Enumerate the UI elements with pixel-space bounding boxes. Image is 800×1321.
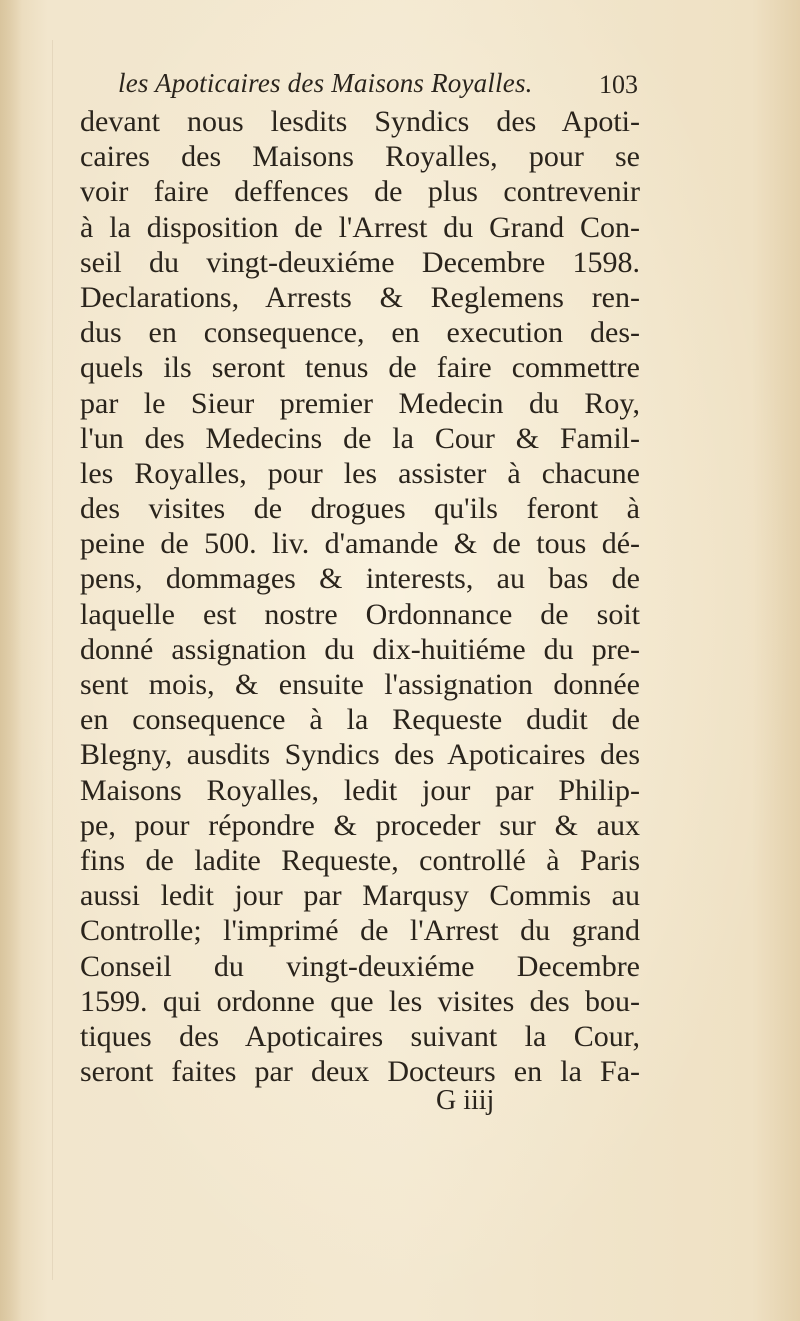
text-line: seront faites par deux Docteurs en la Fa- (80, 1055, 640, 1089)
signature-mark: G iiij (436, 1085, 495, 1116)
text-line: l'un des Medecins de la Cour & Famil- (80, 421, 640, 455)
text-line: caires des Maisons Royalles, pour se (80, 140, 640, 174)
body-text (80, 104, 640, 1089)
paper-fold-line (52, 40, 53, 1280)
text-line: Conseil du vingt-deuxiéme Decembre (80, 949, 640, 983)
text-line: devant nous lesdits Syndics des Apoti- (80, 105, 640, 138)
text-line: laquelle est nostre Ordonnance de soit (80, 597, 640, 631)
text-line: aussi ledit jour par Marqusy Commis au (80, 879, 640, 913)
text-line: en consequence à la Requeste dudit de (80, 703, 640, 737)
text-line: par le Sieur premier Medecin du Roy, (80, 386, 640, 420)
text-line: sent mois, & ensuite l'assignation donnée (80, 668, 640, 701)
text-line: Maisons Royalles, ledit jour par Philip- (80, 773, 640, 807)
page-gutter-shadow (0, 0, 22, 1321)
text-line: Blegny, ausdits Syndics des Apoticaires des (80, 738, 640, 772)
text-line: Declarations, Arrests & Reglemens ren- (80, 280, 640, 314)
text-line: à la disposition de l'Arrest du Grand Con- (80, 210, 640, 244)
text-line: voir faire deffences de plus contrevenir (80, 175, 640, 209)
text-line: donné assignation du dix-huitiéme du pre- (80, 632, 640, 666)
text-line: seil du vingt-deuxiéme Decembre 1598. (80, 245, 640, 279)
text-line: quels ils seront tenus de faire commettre (80, 351, 640, 385)
page-header (118, 68, 638, 108)
running-head: les Apoticaires des Maisons Royalles. (118, 68, 533, 98)
page-number: 103 (599, 70, 638, 99)
text-line: dus en consequence, en execution des- (80, 316, 640, 350)
text-line: des visites de drogues qu'ils feront à (80, 492, 640, 526)
text-line: fins de ladite Requeste, controllé à Paris (80, 843, 640, 877)
text-line: Controlle; l'imprimé de l'Arrest du grand (80, 914, 640, 948)
text-line: les Royalles, pour les assister à chacune (80, 456, 640, 490)
text-line: tiques des Apoticaires suivant la Cour, (80, 1019, 640, 1053)
text-line: 1599. qui ordonne que les visites des bou- (80, 984, 640, 1018)
text-line: pens, dommages & interests, au bas de (80, 562, 640, 596)
text-line: peine de 500. liv. d'amande & de tous dé- (80, 527, 640, 561)
text-line: pe, pour répondre & proceder sur & aux (80, 808, 640, 842)
